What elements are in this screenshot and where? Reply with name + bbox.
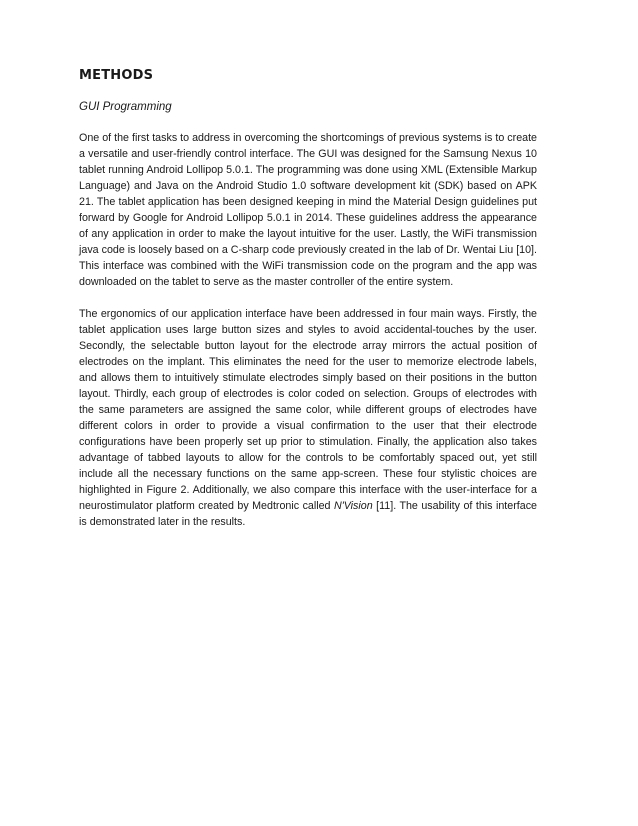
- paragraph-ergonomics: [79, 306, 537, 530]
- paragraph-ergonomics-tail: [11]. The usability of this interface is demonstrated later in the results.: [79, 500, 537, 528]
- section-heading: METHODS: [79, 68, 154, 83]
- product-name: N'Vision: [333, 500, 373, 512]
- subsection-heading: GUI Programming: [79, 101, 172, 113]
- paragraph-gui-programming: One of the first tasks to address in overcoming the shortcomings of previous systems is to create a versatile and user-friendly control interface. The GUI was designed for the Samsung Nexus 10 tablet running Android Lollipop 5.0.1. The programming was done using XML (Extensible Markup Language) and Java on the Android Studio 1.0 software development kit (SDK) based on APK 21. The tablet application has been designed keeping in mind the Material Design guidelines put forward by Google for Android Lollipop 5.0.1 in 2014. These guidelines address the appearance of any application in order to make the layout intuitive for the user. Lastly, the WiFi transmission java code is loosely based on a C-sharp code previously created in the lab of Dr. Wentai Liu [10]. This interface was combined with the WiFi transmission code on the program and the app was downloaded on the tablet to serve as the master controller of the entire system.: [79, 132, 537, 288]
- paragraph-ergonomics-text: The ergonomics of our application interface have been addressed in four main ways. Firstly, the tablet application uses large button sizes and styles to avoid accidental-touches by the user. Secondly, the selectable button layout for the electrode array mirrors the actual position of electrodes on the implant. This eliminates the need for the user to memorize electrode labels, and allows them to intuitively stimulate electrodes simply based on their positions in the button layout. Thirdly, each group of electrodes is color coded on selection. Groups of electrodes with the same parameters are assigned the same color, while different groups of electrodes have different colors in order to provide a visual confirmation to the user that their electrode configurations have been properly set up prior to stimulation. Finally, the application also takes advantage of tabbed layouts to allow for the controls to be comfortably spaced out, yet still include all the necessary functions on the same app-screen. These four stylistic choices are highlighted in Figure 2. Additionally, we also compare this interface with the user-interface for a neurostimulator platform created by Medtronic called: [79, 308, 537, 512]
- document-page: [79, 68, 537, 546]
